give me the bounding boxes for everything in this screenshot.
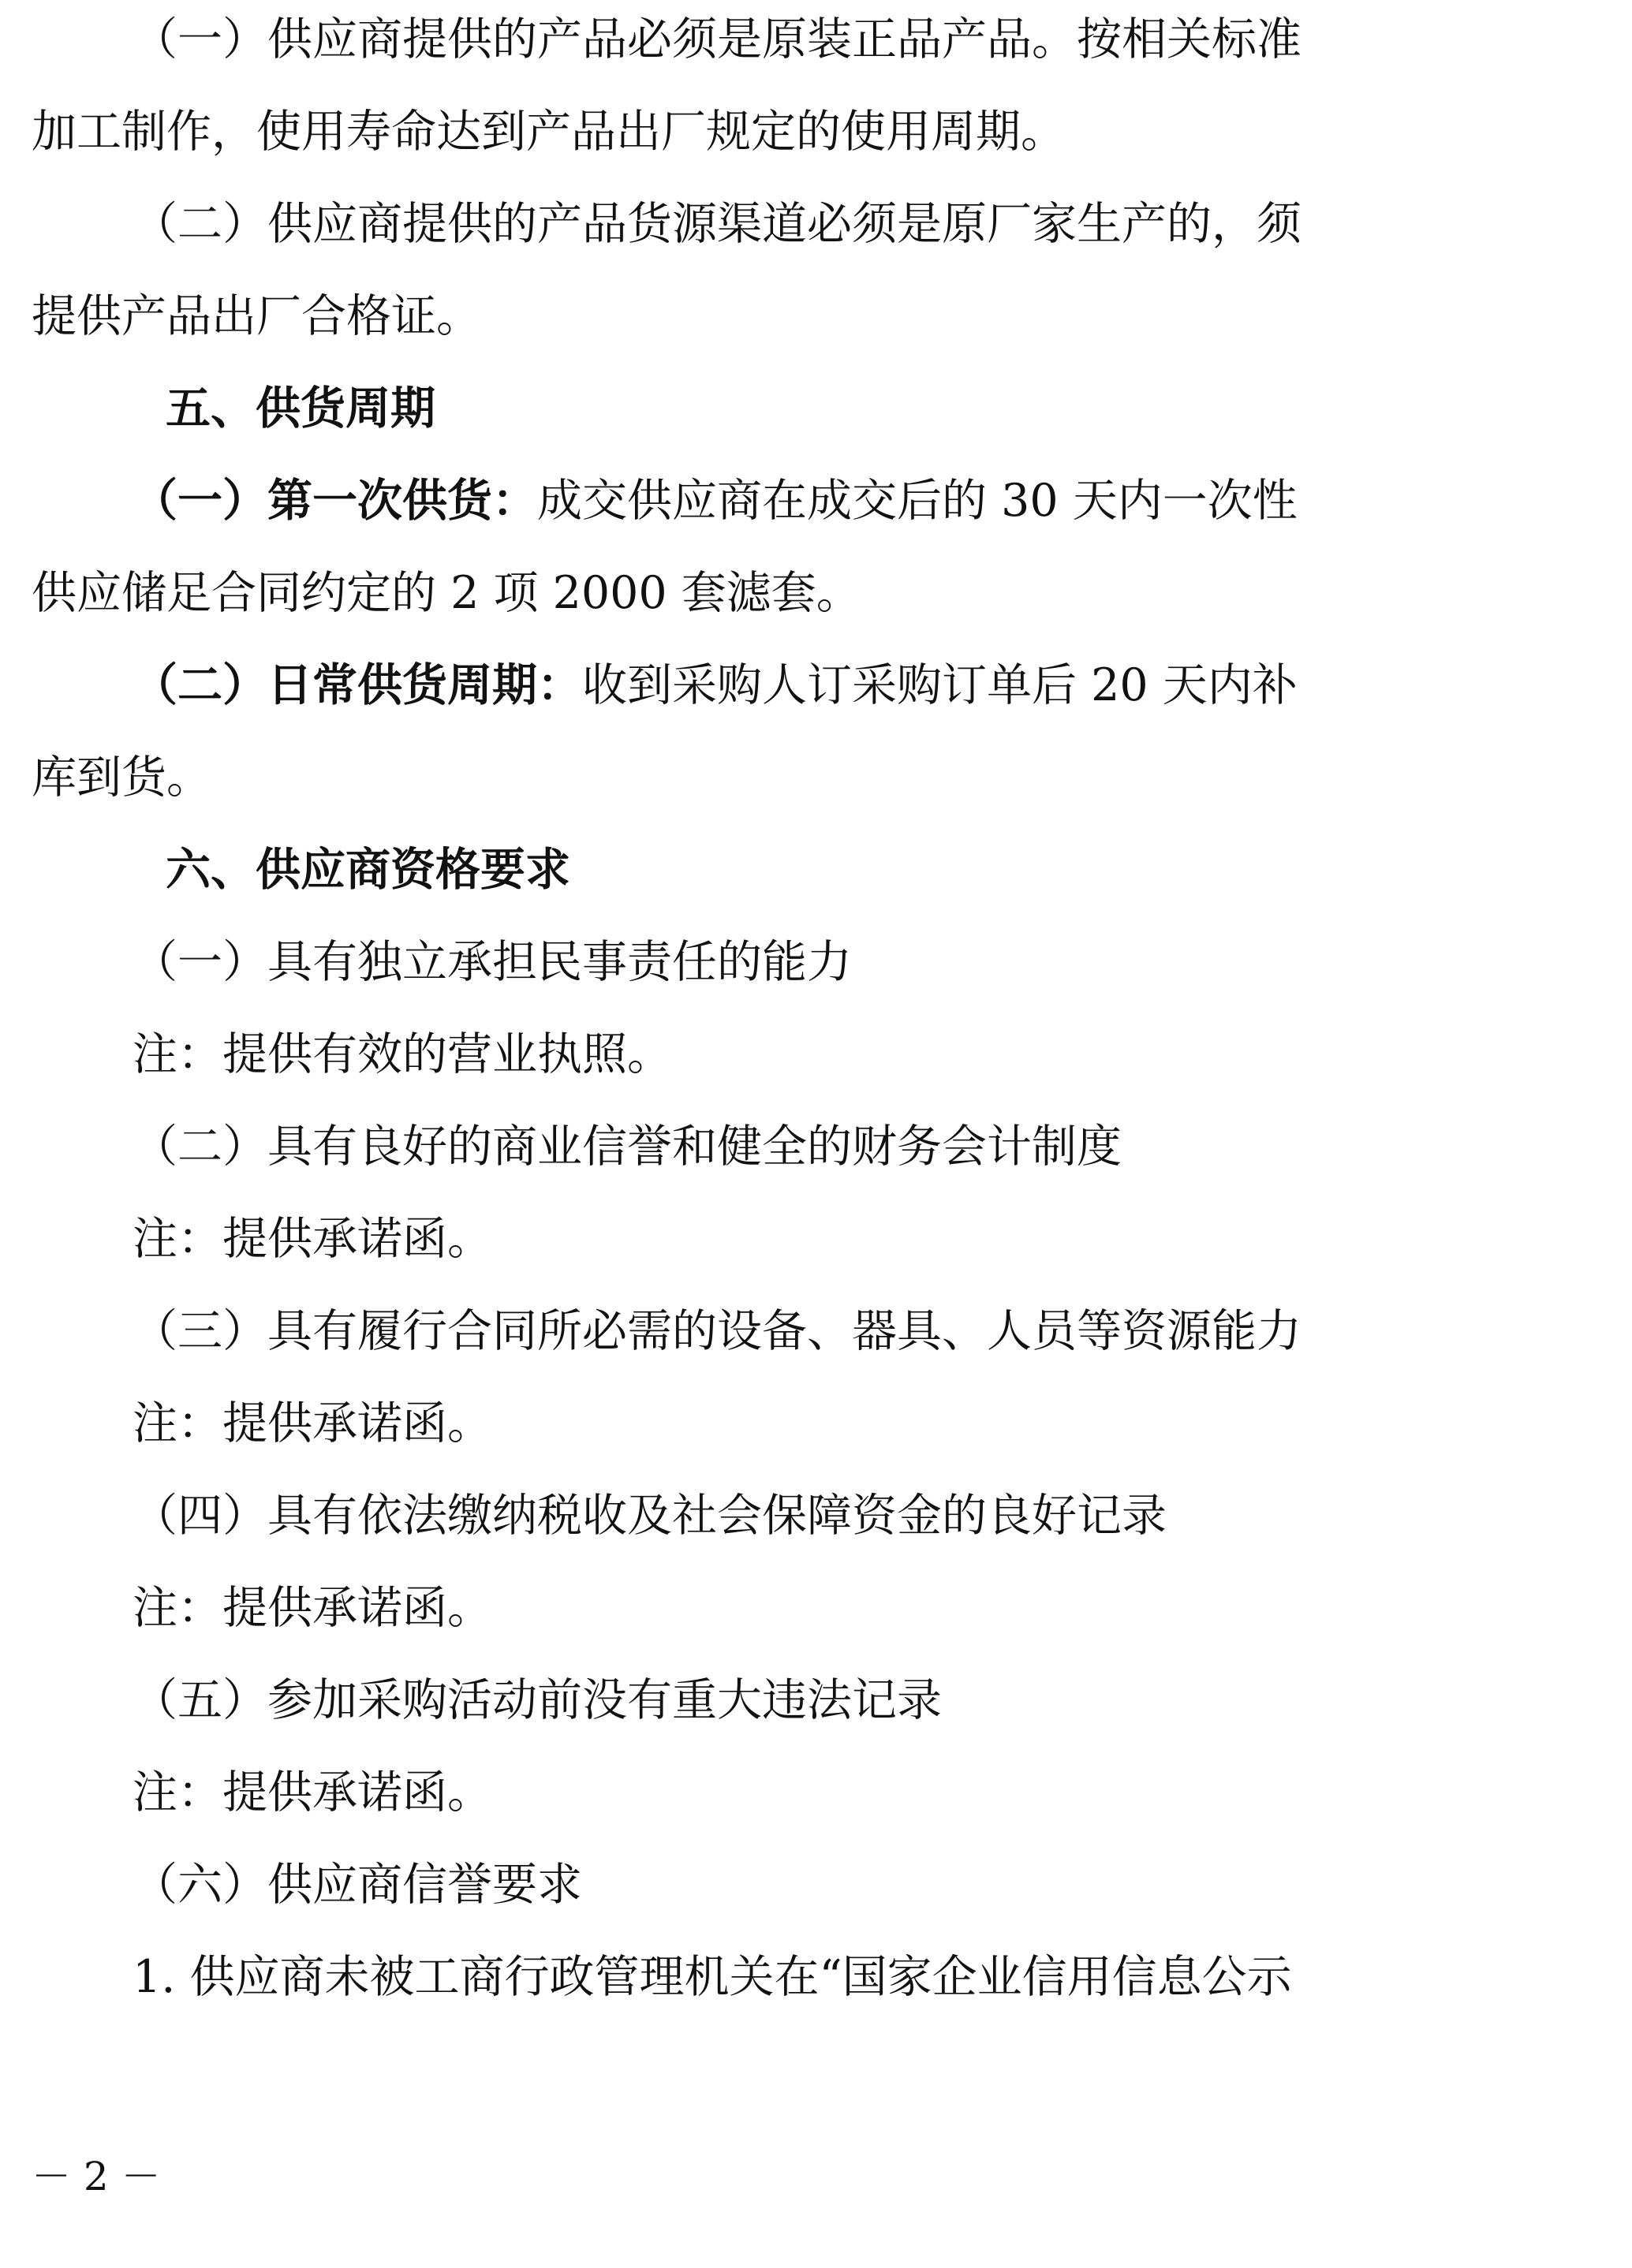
qualification-item-2: （二）具有良好的商业信誉和健全的财务会计制度 [133, 1121, 1122, 1173]
paragraph-line-2: 加工制作，使用寿命达到产品出厂规定的使用周期。 [32, 106, 1066, 158]
qualification-note-4: 注：提供承诺函。 [133, 1582, 492, 1634]
section-heading-qualification: 六、供应商资格要求 [166, 844, 570, 896]
paragraph-line-1: （一）供应商提供的产品必须是原装正品产品。按相关标准 [133, 13, 1301, 65]
qualification-note-1: 注：提供有效的营业执照。 [133, 1028, 672, 1080]
first-delivery-lead: （一）第一次供货： [133, 475, 537, 527]
paragraph-line-routine-delivery-cont: 库到货。 [32, 752, 211, 804]
section-heading-delivery-cycle: 五、供货周期 [166, 382, 435, 435]
paragraph-line-first-delivery-cont: 供应储足合同约定的 2 项 2000 套滤套。 [32, 567, 861, 619]
first-delivery-text: 成交供应商在成交后的 30 天内一次性 [537, 475, 1298, 527]
paragraph-line-first-delivery [133, 461, 1600, 540]
qualification-item-6: （六）供应商信誉要求 [133, 1859, 582, 1911]
qualification-note-5: 注：提供承诺函。 [133, 1766, 492, 1819]
qualification-item-5: （五）参加采购活动前没有重大违法记录 [133, 1674, 942, 1726]
page-number: － 2 － [32, 2154, 161, 2199]
routine-delivery-lead: （二）日常供货周期： [133, 659, 582, 711]
qualification-item-4: （四）具有依法缴纳税收及社会保障资金的良好记录 [133, 1490, 1167, 1542]
paragraph-line-routine-delivery [133, 646, 1600, 725]
qualification-note-2: 注：提供承诺函。 [133, 1213, 492, 1265]
qualification-item-3: （三）具有履行合同所必需的设备、器具、人员等资源能力 [133, 1305, 1301, 1357]
paragraph-line-4: 提供产品出厂合格证。 [32, 290, 481, 342]
paragraph-line-3: （二）供应商提供的产品货源渠道必须是原厂家生产的，须 [133, 198, 1301, 250]
routine-delivery-text: 收到采购人订采购订单后 20 天内补 [582, 659, 1298, 711]
qualification-item-1: （一）具有独立承担民事责任的能力 [133, 936, 852, 988]
credit-requirement-1: 1. 供应商未被工商行政管理机关在“国家企业信用信息公示 [133, 1951, 1292, 2003]
qualification-note-3: 注：提供承诺函。 [133, 1397, 492, 1449]
